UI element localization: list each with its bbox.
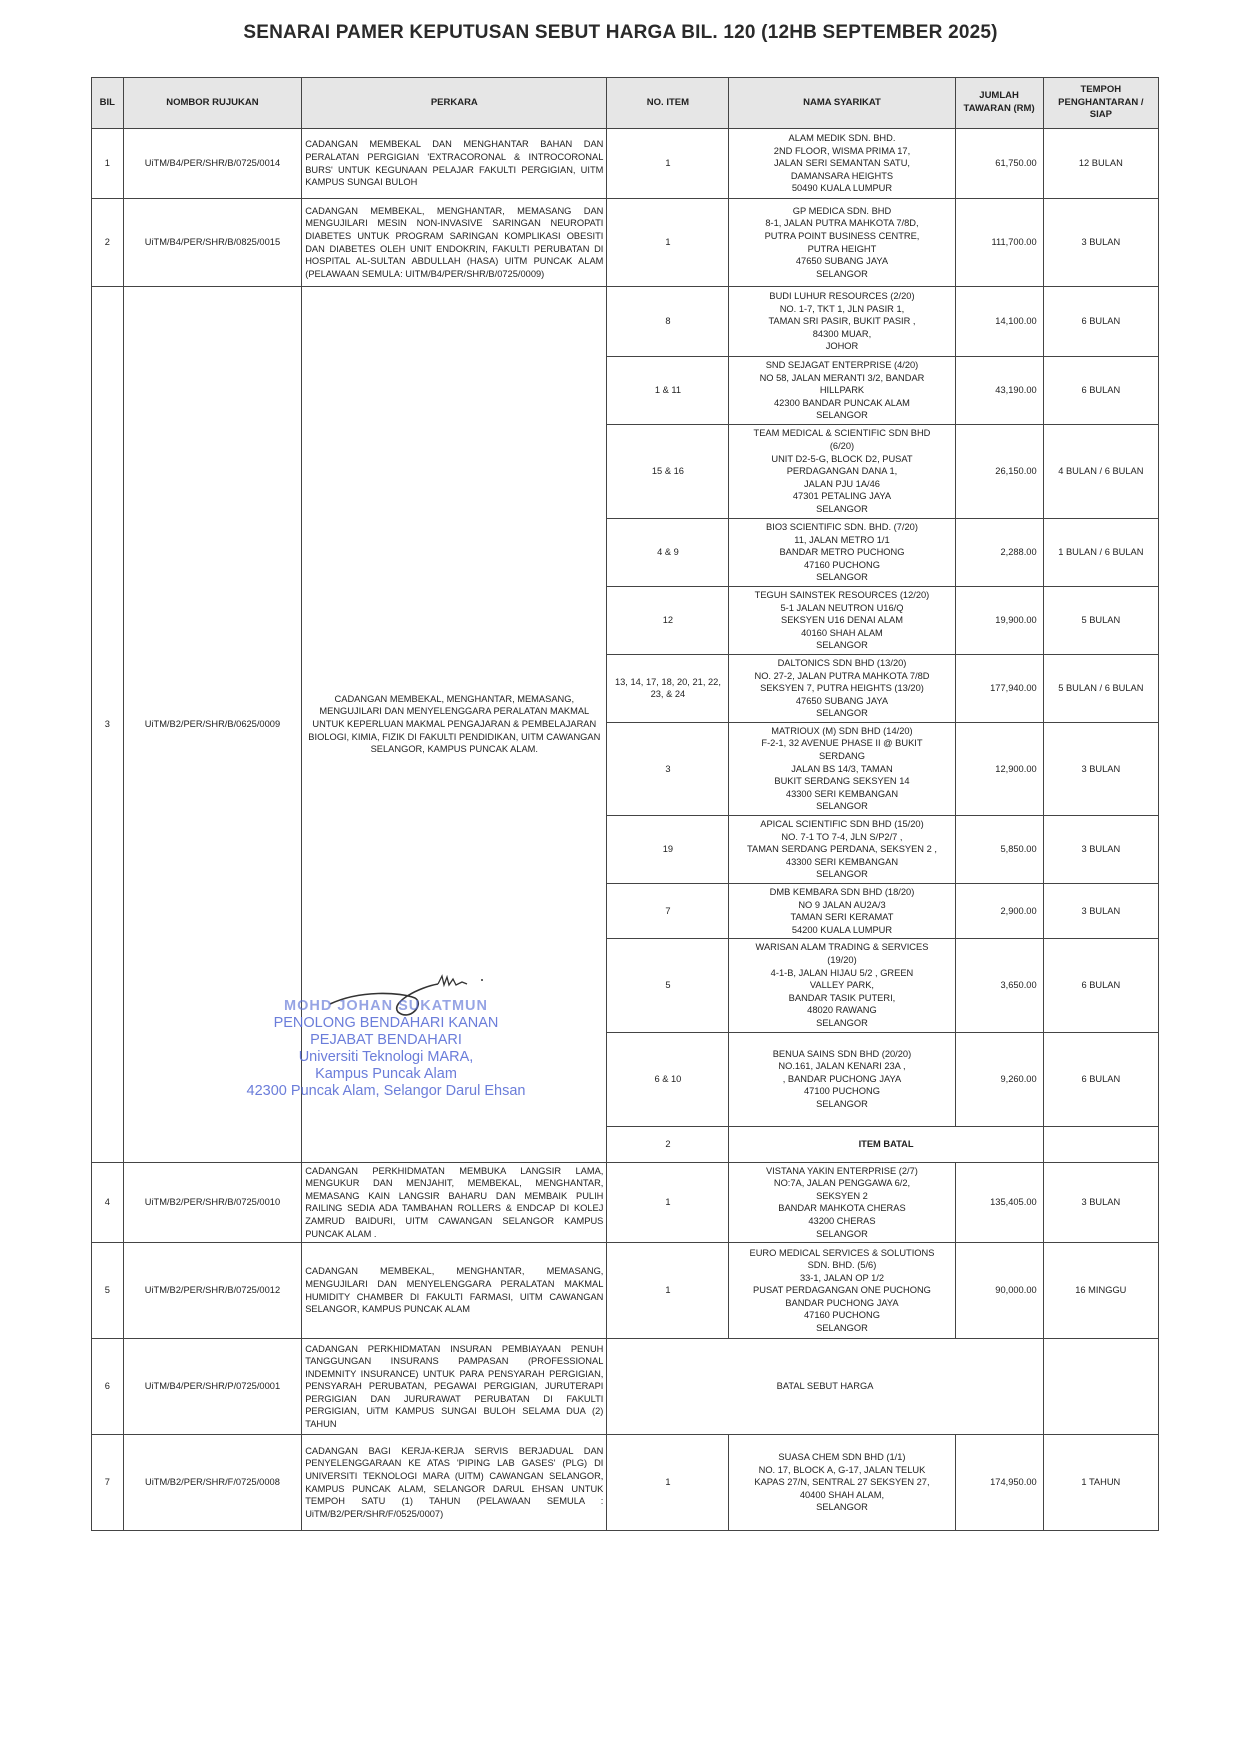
cell-tempoh: 5 BULAN xyxy=(1043,586,1158,654)
cell-bil: 1 xyxy=(92,129,124,199)
cell-jumlah-tawaran: 177,940.00 xyxy=(955,654,1043,722)
cell-jumlah-tawaran: 14,100.00 xyxy=(955,287,1043,357)
table-row xyxy=(92,129,1159,199)
cell-nama-syarikat: EURO MEDICAL SERVICES & SOLUTIONS SDN. BHD. (5/6) 33-1, JALAN OP 1/2 PUSAT PERDAGANGAN ONE PUCHONG BANDAR PUCHONG JAYA 47160 PUCHONG SELANGOR xyxy=(729,1243,955,1339)
cell-no-item: 8 xyxy=(607,287,729,357)
header-jumlah-tawaran: JUMLAH TAWARAN (RM) xyxy=(955,78,1043,129)
cell-nama-syarikat: GP MEDICA SDN. BHD 8-1, JALAN PUTRA MAHKOTA 7/8D, PUTRA POINT BUSINESS CENTRE, PUTRA HEIGHT 47650 SUBANG JAYA SELANGOR xyxy=(729,199,955,287)
cell-nama-syarikat: BUDI LUHUR RESOURCES (2/20) NO. 1-7, TKT 1, JLN PASIR 1, TAMAN SRI PASIR, BUKIT PASIR , 84300 MUAR, JOHOR xyxy=(729,287,955,357)
cell-jumlah-tawaran: 2,288.00 xyxy=(955,518,1043,586)
cell-perkara: CADANGAN PERKHIDMATAN INSURAN PEMBIAYAAN PENUH TANGGUNGAN INSURANS PAMPASAN (PROFESSIONAL INDEMNITY INSURANCE) UNTUK PARA PENSYARAH PERGIGIAN, PENSYARAH PERUBATAN, PEGAWAI PERGIGIAN, JURUTERAPI PERGIGIAN DAN JURURAWAT PERUBATAN DI FAKULTI PERGIGIAN, UiTM KAMPUS SUNGAI BULOH SELAMA DUA (2) TAHUN xyxy=(302,1339,607,1435)
cell-no-item: 2 xyxy=(607,1126,729,1162)
cell-jumlah-tawaran: 174,950.00 xyxy=(955,1435,1043,1531)
cell-perkara: CADANGAN PERKHIDMATAN MEMBUKA LANGSIR LAMA, MENGUKUR DAN MENJAHIT, MEMBEKAL, MENGHANTAR, MEMASANG KAIN LANGSIR BAHARU DAN MEMBAIK PULIH RAILING SEDIA ADA TAMBAHAN ROLLERS & ENDCAP DI KOLEJ ZAMRUD BAIDURI, UITM CAWANGAN SELANGOR KAMPUS PUNCAK ALAM . xyxy=(302,1162,607,1243)
cell-bil: 5 xyxy=(92,1243,124,1339)
table-row xyxy=(92,1435,1159,1531)
cell-tempoh xyxy=(1043,1339,1158,1435)
cell-perkara: CADANGAN MEMBEKAL, MENGHANTAR, MEMASANG, MENGUJILARI DAN MENYELENGGARA PERALATAN MAKMAL UNTUK KEPERLUAN MAKMAL PENGAJARAN & PEMBELAJARAN BIOLOGI, KIMIA, FIZIK DI FAKULTI PENDIDIKAN, UITM CAWANGAN SELANGOR, KAMPUS PUNCAK ALAM. xyxy=(302,287,607,1163)
header-nombor-rujukan: NOMBOR RUJUKAN xyxy=(123,78,302,129)
cell-nama-syarikat: VISTANA YAKIN ENTERPRISE (2/7) NO:7A, JALAN PENGGAWA 6/2, SEKSYEN 2 BANDAR MAHKOTA CHERAS 43200 CHERAS SELANGOR xyxy=(729,1162,955,1243)
cell-tempoh: 16 MINGGU xyxy=(1043,1243,1158,1339)
cell-tempoh: 3 BULAN xyxy=(1043,722,1158,815)
header-bil: BIL xyxy=(92,78,124,129)
cell-jumlah-tawaran: 2,900.00 xyxy=(955,884,1043,939)
cell-nama-syarikat: DALTONICS SDN BHD (13/20) NO. 27-2, JALAN PUTRA MAHKOTA 7/8D SEKSYEN 7, PUTRA HEIGHTS (13/20) 47650 SUBANG JAYA SELANGOR xyxy=(729,654,955,722)
stamp-line: PENOLONG BENDAHARI KANAN xyxy=(273,1015,499,1031)
table-body xyxy=(92,129,1159,1531)
cell-perkara: CADANGAN MEMBEKAL, MENGHANTAR, MEMASANG DAN MENGUJILARI MESIN NON-INVASIVE SARINGAN NEUROPATI DIABETES UNTUK PROGRAM SARINGAN KOMPLIKASI OBESITI DAN DIABETES OLEH UNIT ENDOKRIN, FAKULTI PERUBATAN DI HOSPITAL AL-SULTAN ABDULLAH (HASA) UITM PUNCAK ALAM (PELAWAAN SEMULA: UITM/B4/PER/SHR/B/0725/0009) xyxy=(302,199,607,287)
cell-nama-syarikat: TEAM MEDICAL & SCIENTIFIC SDN BHD (6/20) UNIT D2-5-G, BLOCK D2, PUSAT PERDAGANGAN DANA 1, JALAN PJU 1A/46 47301 PETALING JAYA SELANGOR xyxy=(729,424,955,518)
cell-bil: 3 xyxy=(92,287,124,1163)
cell-nama-syarikat: DMB KEMBARA SDN BHD (18/20) NO 9 JALAN AU2A/3 TAMAN SERI KERAMAT 54200 KUALA LUMPUR xyxy=(729,884,955,939)
cell-nama-syarikat: MATRIOUX (M) SDN BHD (14/20) F-2-1, 32 AVENUE PHASE II @ BUKIT SERDANG JALAN BS 14/3, TAMAN BUKIT SERDANG SEKSYEN 14 43300 SERI KEMBANGAN SELANGOR xyxy=(729,722,955,815)
cell-nama-syarikat: BIO3 SCIENTIFIC SDN. BHD. (7/20) 11, JALAN METRO 1/1 BANDAR METRO PUCHONG 47160 PUCHONG SELANGOR xyxy=(729,518,955,586)
cell-tempoh: 6 BULAN xyxy=(1043,1032,1158,1126)
cell-bil: 7 xyxy=(92,1435,124,1531)
cell-no-item: 15 & 16 xyxy=(607,424,729,518)
cell-nama-syarikat: WARISAN ALAM TRADING & SERVICES (19/20) 4-1-B, JALAN HIJAU 5/2 , GREEN VALLEY PARK, BANDAR TASIK PUTERI, 48020 RAWANG SELANGOR xyxy=(729,939,955,1032)
cell-jumlah-tawaran: 61,750.00 xyxy=(955,129,1043,199)
table-row xyxy=(92,287,1159,357)
cell-jumlah-tawaran: 19,900.00 xyxy=(955,586,1043,654)
cell-bil: 2 xyxy=(92,199,124,287)
document-title: SENARAI PAMER KEPUTUSAN SEBUT HARGA BIL. 120 (12HB SEPTEMBER 2025) xyxy=(243,22,998,43)
cell-jumlah-tawaran: 43,190.00 xyxy=(955,357,1043,425)
quotation-results-table xyxy=(91,77,1159,1531)
cell-tempoh: 3 BULAN xyxy=(1043,816,1158,884)
cell-no-item: 13, 14, 17, 18, 20, 21, 22, 23, & 24 xyxy=(607,654,729,722)
cell-jumlah-tawaran: 90,000.00 xyxy=(955,1243,1043,1339)
cell-nombor-rujukan: UiTM/B2/PER/SHR/F/0725/0008 xyxy=(123,1435,302,1531)
cell-nombor-rujukan: UiTM/B4/PER/SHR/B/0725/0014 xyxy=(123,129,302,199)
stamp-line: MOHD JOHAN SUKATMUN xyxy=(283,998,488,1014)
cell-no-item: 4 & 9 xyxy=(607,518,729,586)
cell-batal-sebut-harga: BATAL SEBUT HARGA xyxy=(607,1339,1043,1435)
cell-nombor-rujukan: UiTM/B2/PER/SHR/B/0725/0010 xyxy=(123,1162,302,1243)
table-row xyxy=(92,1162,1159,1243)
cell-tempoh: 3 BULAN xyxy=(1043,884,1158,939)
stamp-line: PEJABAT BENDAHARI xyxy=(310,1032,462,1048)
cell-jumlah-tawaran: 3,650.00 xyxy=(955,939,1043,1032)
cell-nombor-rujukan: UiTM/B4/PER/SHR/P/0725/0001 xyxy=(123,1339,302,1435)
cell-nombor-rujukan: UiTM/B2/PER/SHR/B/0625/0009 xyxy=(123,287,302,1163)
cell-no-item: 6 & 10 xyxy=(607,1032,729,1126)
cell-jumlah-tawaran: 26,150.00 xyxy=(955,424,1043,518)
cell-jumlah-tawaran: 111,700.00 xyxy=(955,199,1043,287)
cell-bil: 4 xyxy=(92,1162,124,1243)
cell-tempoh: 12 BULAN xyxy=(1043,129,1158,199)
header-tempoh: TEMPOH PENGHANTARAN / SIAP xyxy=(1043,78,1158,129)
table-row xyxy=(92,199,1159,287)
cell-tempoh: 3 BULAN xyxy=(1043,199,1158,287)
cell-bil: 6 xyxy=(92,1339,124,1435)
cell-no-item: 1 xyxy=(607,1162,729,1243)
cell-tempoh: 5 BULAN / 6 BULAN xyxy=(1043,654,1158,722)
cell-tempoh: 3 BULAN xyxy=(1043,1162,1158,1243)
stamp-line: Kampus Puncak Alam xyxy=(315,1066,457,1082)
cell-no-item: 3 xyxy=(607,722,729,815)
cell-no-item: 1 xyxy=(607,1243,729,1339)
cell-jumlah-tawaran: 5,850.00 xyxy=(955,816,1043,884)
cell-nombor-rujukan: UiTM/B2/PER/SHR/B/0725/0012 xyxy=(123,1243,302,1339)
cell-nama-syarikat: SND SEJAGAT ENTERPRISE (4/20) NO 58, JALAN MERANTI 3/2, BANDAR HILLPARK 42300 BANDAR PUNCAK ALAM SELANGOR xyxy=(729,357,955,425)
official-stamp xyxy=(246,998,526,1100)
cell-nama-syarikat: APICAL SCIENTIFIC SDN BHD (15/20) NO. 7-1 TO 7-4, JLN S/P2/7 , TAMAN SERDANG PERDANA, SEKSYEN 2 , 43300 SERI KEMBANGAN SELANGOR xyxy=(729,816,955,884)
cell-no-item: 12 xyxy=(607,586,729,654)
cell-jumlah-tawaran: 12,900.00 xyxy=(955,722,1043,815)
cell-tempoh: 6 BULAN xyxy=(1043,939,1158,1032)
table-header-row xyxy=(92,78,1159,129)
cell-no-item: 1 xyxy=(607,129,729,199)
cell-tempoh: 4 BULAN / 6 BULAN xyxy=(1043,424,1158,518)
cell-perkara: CADANGAN MEMBEKAL DAN MENGHANTAR BAHAN DAN PERALATAN PERGIGIAN 'EXTRACORONAL & INTROCORONAL BURS' UNTUK KEGUNAAN PELAJAR FAKULTI PERGIGIAN, UITM KAMPUS SUNGAI BULOH xyxy=(302,129,607,199)
cell-nama-syarikat: SUASA CHEM SDN BHD (1/1) NO. 17, BLOCK A, G-17, JALAN TELUK KAPAS 27/N, SENTRAL 27 SEKSYEN 27, 40400 SHAH ALAM, SELANGOR xyxy=(729,1435,955,1531)
cell-nombor-rujukan: UiTM/B4/PER/SHR/B/0825/0015 xyxy=(123,199,302,287)
cell-no-item: 1 xyxy=(607,1435,729,1531)
cell-item-batal: ITEM BATAL xyxy=(729,1126,1043,1162)
cell-no-item: 19 xyxy=(607,816,729,884)
cell-jumlah-tawaran: 9,260.00 xyxy=(955,1032,1043,1126)
cell-nama-syarikat: ALAM MEDIK SDN. BHD. 2ND FLOOR, WISMA PRIMA 17, JALAN SERI SEMANTAN SATU, DAMANSARA HEIGHTS 50490 KUALA LUMPUR xyxy=(729,129,955,199)
cell-tempoh: 1 BULAN / 6 BULAN xyxy=(1043,518,1158,586)
cell-no-item: 7 xyxy=(607,884,729,939)
stamp-line: 42300 Puncak Alam, Selangor Darul Ehsan xyxy=(246,1083,526,1099)
cell-nama-syarikat: TEGUH SAINSTEK RESOURCES (12/20) 5-1 JALAN NEUTRON U16/Q SEKSYEN U16 DENAI ALAM 40160 SHAH ALAM SELANGOR xyxy=(729,586,955,654)
cell-perkara: CADANGAN BAGI KERJA-KERJA SERVIS BERJADUAL DAN PENYELENGGARAAN KE ATAS 'PIPING LAB GASES' (PLG) DI UNIVERSITI TEKNOLOGI MARA (UITM) CAWANGAN SELANGOR, KAMPUS PUNCAK ALAM, SELANGOR DARUL EHSAN UNTUK TEMPOH SATU (1) TAHUN (PELAWAAN SEMULA : UiTM/B2/PER/SHR/F/0525/0007) xyxy=(302,1435,607,1531)
cell-tempoh: 6 BULAN xyxy=(1043,287,1158,357)
header-no-item: NO. ITEM xyxy=(607,78,729,129)
cell-perkara: CADANGAN MEMBEKAL, MENGHANTAR, MEMASANG, MENGUJILARI DAN MENYELENGGARA PERALATAN MAKMAL HUMIDITY CHAMBER DI FAKULTI FARMASI, UITM CAWANGAN SELANGOR, KAMPUS PUNCAK ALAM xyxy=(302,1243,607,1339)
header-nama-syarikat: NAMA SYARIKAT xyxy=(729,78,955,129)
cell-no-item: 1 & 11 xyxy=(607,357,729,425)
cell-no-item: 5 xyxy=(607,939,729,1032)
cell-tempoh: 1 TAHUN xyxy=(1043,1435,1158,1531)
table-row xyxy=(92,1243,1159,1339)
cell-tempoh xyxy=(1043,1126,1158,1162)
cell-tempoh: 6 BULAN xyxy=(1043,357,1158,425)
cell-no-item: 1 xyxy=(607,199,729,287)
table-row xyxy=(92,1339,1159,1435)
cell-jumlah-tawaran: 135,405.00 xyxy=(955,1162,1043,1243)
stamp-line: Universiti Teknologi MARA, xyxy=(298,1049,474,1065)
cell-nama-syarikat: BENUA SAINS SDN BHD (20/20) NO.161, JALAN KENARI 23A , , BANDAR PUCHONG JAYA 47100 PUCHONG SELANGOR xyxy=(729,1032,955,1126)
header-perkara: PERKARA xyxy=(302,78,607,129)
